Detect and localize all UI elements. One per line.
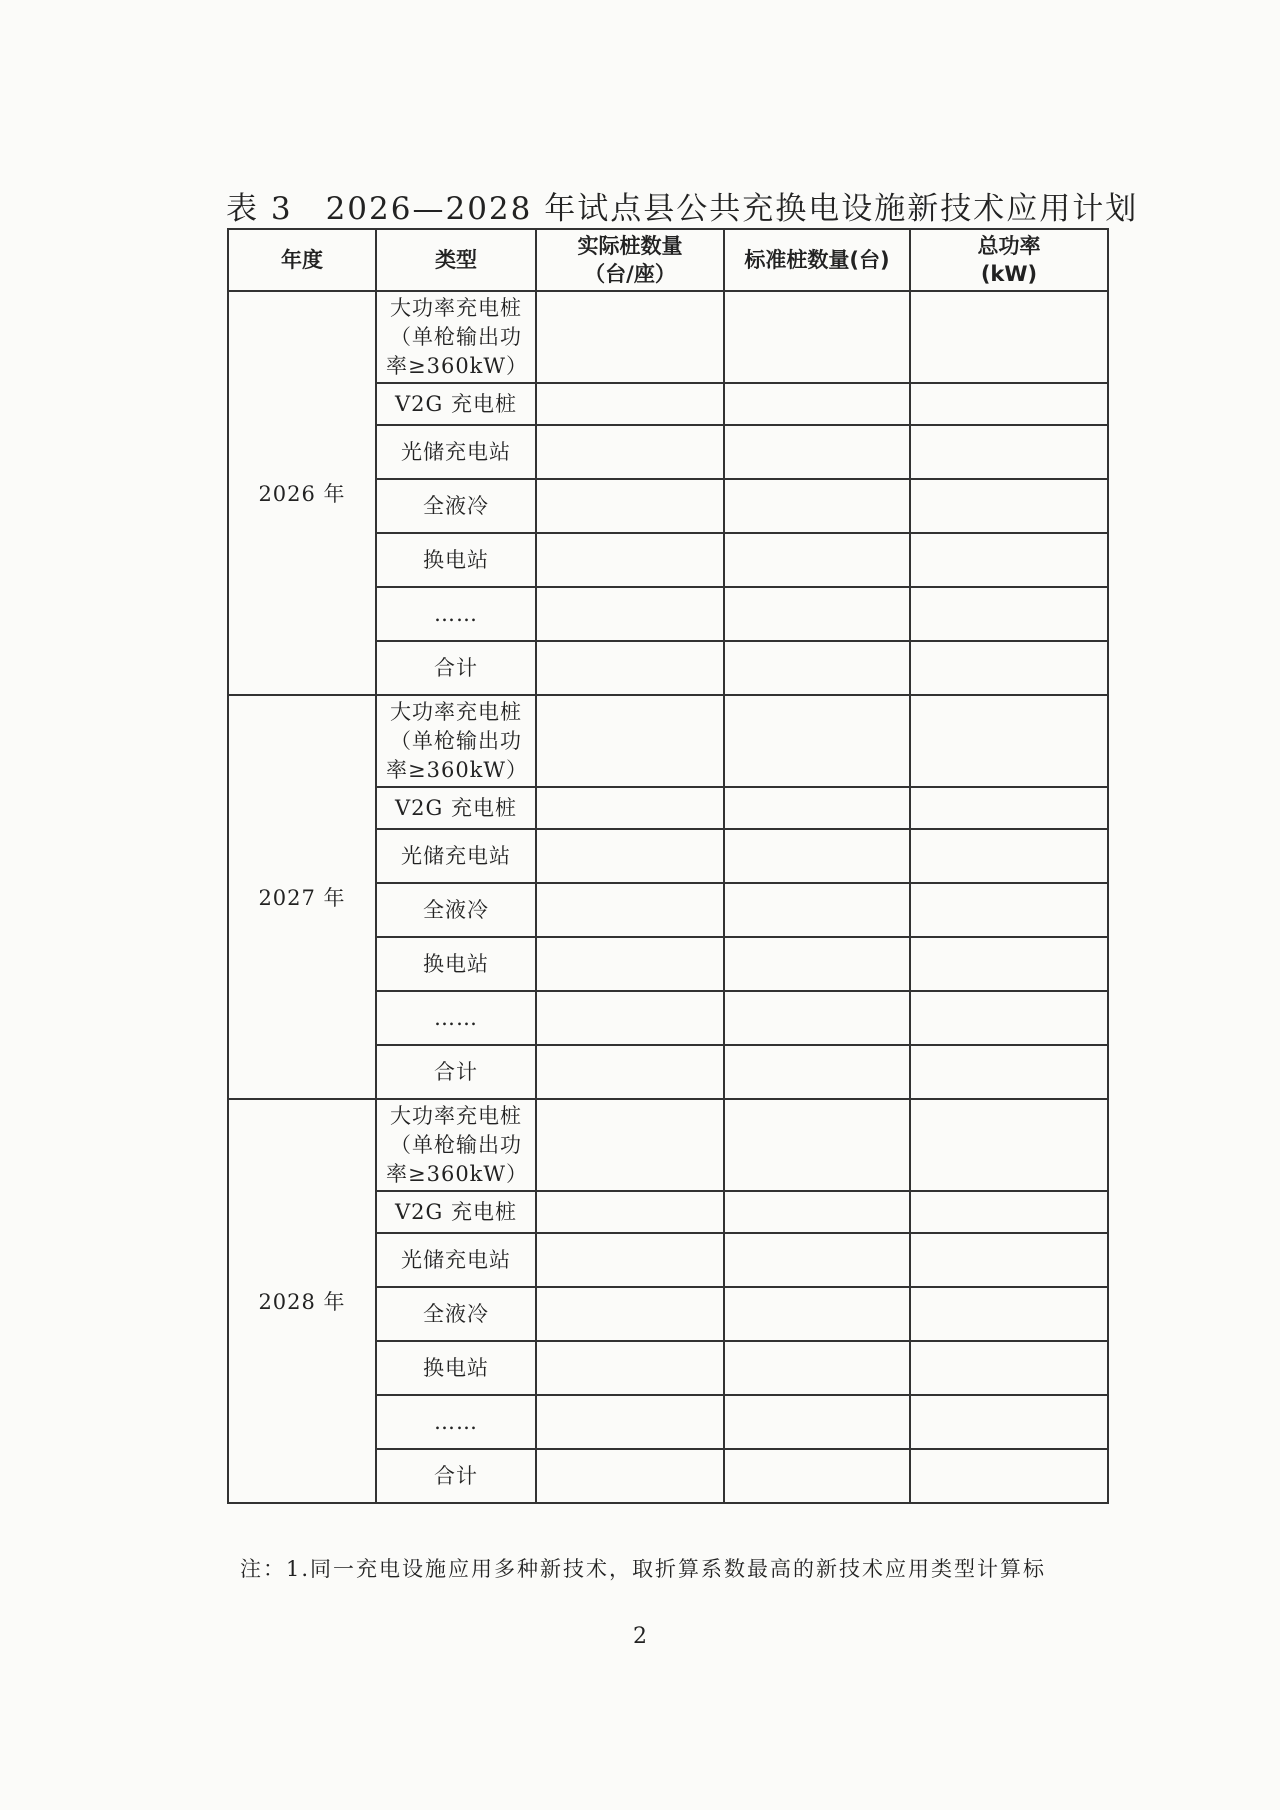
- total-power-cell: [910, 1449, 1108, 1503]
- standard-count-cell: [724, 587, 910, 641]
- actual-count-cell: [536, 991, 724, 1045]
- type-cell: [376, 1191, 536, 1233]
- type-cell: [376, 587, 536, 641]
- total-power-cell: [910, 383, 1108, 425]
- actual-count-cell: [536, 883, 724, 937]
- type-cell: [376, 479, 536, 533]
- header-type: 类型: [376, 229, 536, 291]
- actual-count-cell: [536, 937, 724, 991]
- header-actual-count: 实际桩数量 （台/座）: [536, 229, 724, 291]
- standard-count-cell: [724, 533, 910, 587]
- type-label: ……: [434, 1409, 478, 1434]
- header-standard-count: 标准桩数量(台): [724, 229, 910, 291]
- plan-table: [227, 228, 1109, 1504]
- type-cell: [376, 383, 536, 425]
- type-label: 合计: [434, 1059, 478, 1084]
- standard-count-cell: [724, 695, 910, 787]
- type-cell: [376, 991, 536, 1045]
- total-power-cell: [910, 1045, 1108, 1099]
- standard-count-cell: [724, 1191, 910, 1233]
- header-row: [228, 229, 1108, 291]
- actual-count-cell: [536, 641, 724, 695]
- type-cell: [376, 695, 536, 787]
- type-label: 光储充电站: [401, 1247, 511, 1272]
- type-label: 换电站: [423, 1355, 489, 1380]
- type-label: 换电站: [423, 547, 489, 572]
- type-cell: [376, 1395, 536, 1449]
- actual-count-cell: [536, 1045, 724, 1099]
- type-label: V2G 充电桩: [395, 1199, 517, 1224]
- actual-count-cell: [536, 1287, 724, 1341]
- standard-count-cell: [724, 641, 910, 695]
- type-cell: [376, 937, 536, 991]
- standard-count-cell: [724, 425, 910, 479]
- standard-count-cell: [724, 383, 910, 425]
- type-cell: [376, 1099, 536, 1191]
- type-label: 合计: [434, 655, 478, 680]
- total-power-cell: [910, 425, 1108, 479]
- type-label: ……: [434, 1005, 478, 1030]
- total-power-cell: [910, 991, 1108, 1045]
- type-label: V2G 充电桩: [395, 391, 517, 416]
- table-row: [228, 291, 1108, 383]
- total-power-cell: [910, 695, 1108, 787]
- total-power-cell: [910, 291, 1108, 383]
- type-label: 全液冷: [423, 493, 489, 518]
- actual-count-cell: [536, 425, 724, 479]
- standard-count-cell: [724, 991, 910, 1045]
- type-label: 光储充电站: [401, 439, 511, 464]
- type-label: 大功率充电桩（单枪输出功率≥360kW）: [386, 1103, 528, 1186]
- standard-count-cell: [724, 937, 910, 991]
- type-cell: [376, 425, 536, 479]
- standard-count-cell: [724, 1341, 910, 1395]
- page-number: 2: [633, 1624, 647, 1649]
- actual-count-cell: [536, 829, 724, 883]
- actual-count-cell: [536, 1449, 724, 1503]
- footnote: 注：1.同一充电设施应用多种新技术，取折算系数最高的新技术应用类型计算标: [240, 1557, 1047, 1581]
- actual-count-cell: [536, 1099, 724, 1191]
- standard-count-cell: [724, 1449, 910, 1503]
- standard-count-cell: [724, 1233, 910, 1287]
- type-cell: [376, 291, 536, 383]
- actual-count-cell: [536, 1341, 724, 1395]
- year-cell: 2026 年: [228, 291, 376, 695]
- actual-count-cell: [536, 383, 724, 425]
- type-label: 大功率充电桩（单枪输出功率≥360kW）: [386, 699, 528, 782]
- total-power-cell: [910, 1341, 1108, 1395]
- actual-count-cell: [536, 787, 724, 829]
- type-label: 合计: [434, 1463, 478, 1488]
- actual-count-cell: [536, 1233, 724, 1287]
- type-cell: [376, 1341, 536, 1395]
- total-power-cell: [910, 937, 1108, 991]
- total-power-cell: [910, 787, 1108, 829]
- type-label: 全液冷: [423, 1301, 489, 1326]
- total-power-cell: [910, 533, 1108, 587]
- table-row: [228, 1099, 1108, 1191]
- total-power-cell: [910, 1233, 1108, 1287]
- type-cell: [376, 1045, 536, 1099]
- actual-count-cell: [536, 587, 724, 641]
- total-power-cell: [910, 641, 1108, 695]
- type-label: V2G 充电桩: [395, 795, 517, 820]
- standard-count-cell: [724, 883, 910, 937]
- total-power-cell: [910, 883, 1108, 937]
- standard-count-cell: [724, 1287, 910, 1341]
- standard-count-cell: [724, 1045, 910, 1099]
- actual-count-cell: [536, 479, 724, 533]
- type-cell: [376, 1287, 536, 1341]
- header-year: 年度: [228, 229, 376, 291]
- type-cell: [376, 1233, 536, 1287]
- type-label: 大功率充电桩（单枪输出功率≥360kW）: [386, 295, 528, 378]
- type-cell: [376, 1449, 536, 1503]
- actual-count-cell: [536, 291, 724, 383]
- plan-table-container: [227, 228, 1107, 1504]
- type-label: 光储充电站: [401, 843, 511, 868]
- standard-count-cell: [724, 1395, 910, 1449]
- total-power-cell: [910, 1287, 1108, 1341]
- standard-count-cell: [724, 1099, 910, 1191]
- standard-count-cell: [724, 787, 910, 829]
- total-power-cell: [910, 1191, 1108, 1233]
- total-power-cell: [910, 479, 1108, 533]
- year-cell: 2028 年: [228, 1099, 376, 1503]
- actual-count-cell: [536, 1191, 724, 1233]
- standard-count-cell: [724, 291, 910, 383]
- type-cell: [376, 641, 536, 695]
- actual-count-cell: [536, 533, 724, 587]
- standard-count-cell: [724, 829, 910, 883]
- actual-count-cell: [536, 695, 724, 787]
- type-cell: [376, 883, 536, 937]
- table-title: 表 3 2026—2028 年试点县公共充换电设施新技术应用计划: [226, 191, 1139, 227]
- total-power-cell: [910, 1395, 1108, 1449]
- total-power-cell: [910, 829, 1108, 883]
- total-power-cell: [910, 587, 1108, 641]
- type-cell: [376, 533, 536, 587]
- actual-count-cell: [536, 1395, 724, 1449]
- type-label: 全液冷: [423, 897, 489, 922]
- total-power-cell: [910, 1099, 1108, 1191]
- type-label: 换电站: [423, 951, 489, 976]
- type-label: ……: [434, 601, 478, 626]
- table-row: [228, 695, 1108, 787]
- type-cell: [376, 829, 536, 883]
- year-cell: 2027 年: [228, 695, 376, 1099]
- header-total-power: 总功率 (kW): [910, 229, 1108, 291]
- type-cell: [376, 787, 536, 829]
- standard-count-cell: [724, 479, 910, 533]
